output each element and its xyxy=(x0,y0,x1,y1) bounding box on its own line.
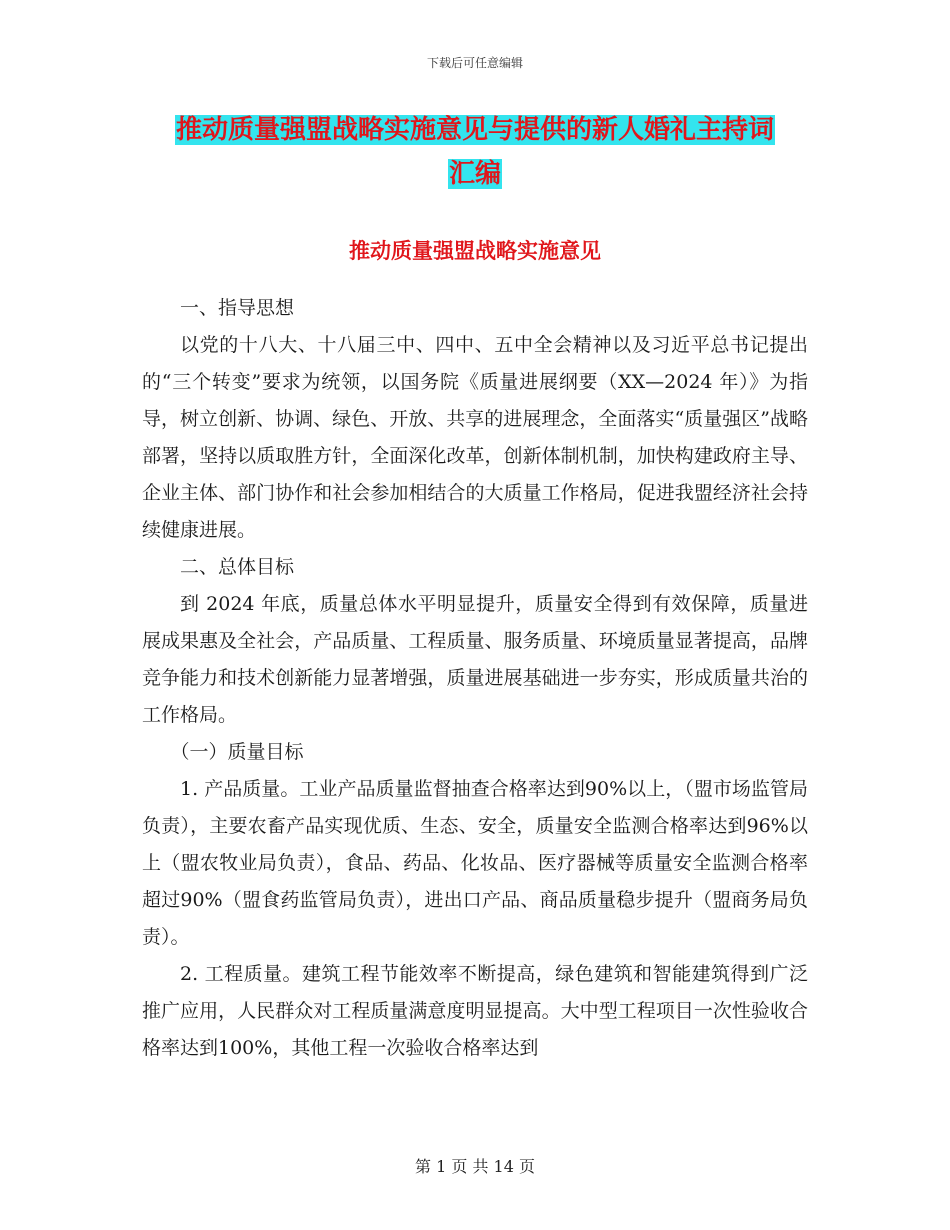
document-body xyxy=(142,290,808,1067)
page-number: 第 1 页 共 14 页 xyxy=(415,1157,535,1176)
header-note: 下载后可任意编辑 xyxy=(426,56,523,70)
paragraph-guiding-ideology: 以党的十八大、十八届三中、四中、五中全会精神以及习近平总书记提出的“三个转变”要求为统领，以国务院《质量进展纲要（XX—2024 年）》为指导，树立创新、协调、绿色、开放、共享的进展理念，全面落实“质量强区”战略部署，坚持以质取胜方针，全面深化改革，创新体制机制，加快构建政府主导、企业主体、部门协作和社会参加相结合的大质量工作格局，促进我盟经济社会持续健康进展。 xyxy=(142,334,808,541)
heading-quality-goals: （一）质量目标 xyxy=(170,741,304,763)
heading-guiding-ideology: 一、指导思想 xyxy=(180,297,295,319)
document-title-text-1: 推动质量强盟战略实施意见与提供的新人婚礼主持词 xyxy=(175,115,774,145)
document-title-text-2: 汇编 xyxy=(448,159,501,189)
paragraph-overall-goals: 到 2024 年底，质量总体水平明显提升，质量安全得到有效保障，质量进展成果惠及全社会，产品质量、工程质量、服务质量、环境质量显著提高，品牌竞争能力和技术创新能力显著增强，质量进展基础进一步夯实，形成质量共治的工作格局。 xyxy=(142,593,808,726)
heading-overall-goals: 二、总体目标 xyxy=(180,556,295,578)
document-title-line-1 xyxy=(140,108,810,152)
document-title-line-2 xyxy=(140,152,810,196)
paragraph-engineering-quality: 2. 工程质量。建筑工程节能效率不断提高，绿色建筑和智能建筑得到广泛推广应用，人民群众对工程质量满意度明显提高。大中型工程项目一次性验收合格率达到100%，其他工程一次验收合格率达到 xyxy=(142,963,808,1059)
section-title: 推动质量强盟战略实施意见 xyxy=(349,238,601,264)
paragraph-product-quality: 1. 产品质量。工业产品质量监督抽查合格率达到90%以上，（盟市场监管局负责），主要农畜产品实现优质、生态、安全，质量安全监测合格率达到96%以上（盟农牧业局负责），食品、药品、化妆品、医疗器械等质量安全监测合格率超过90%（盟食药监管局负责），进出口产品、商品质量稳步提升（盟商务局负责）。 xyxy=(142,778,808,948)
